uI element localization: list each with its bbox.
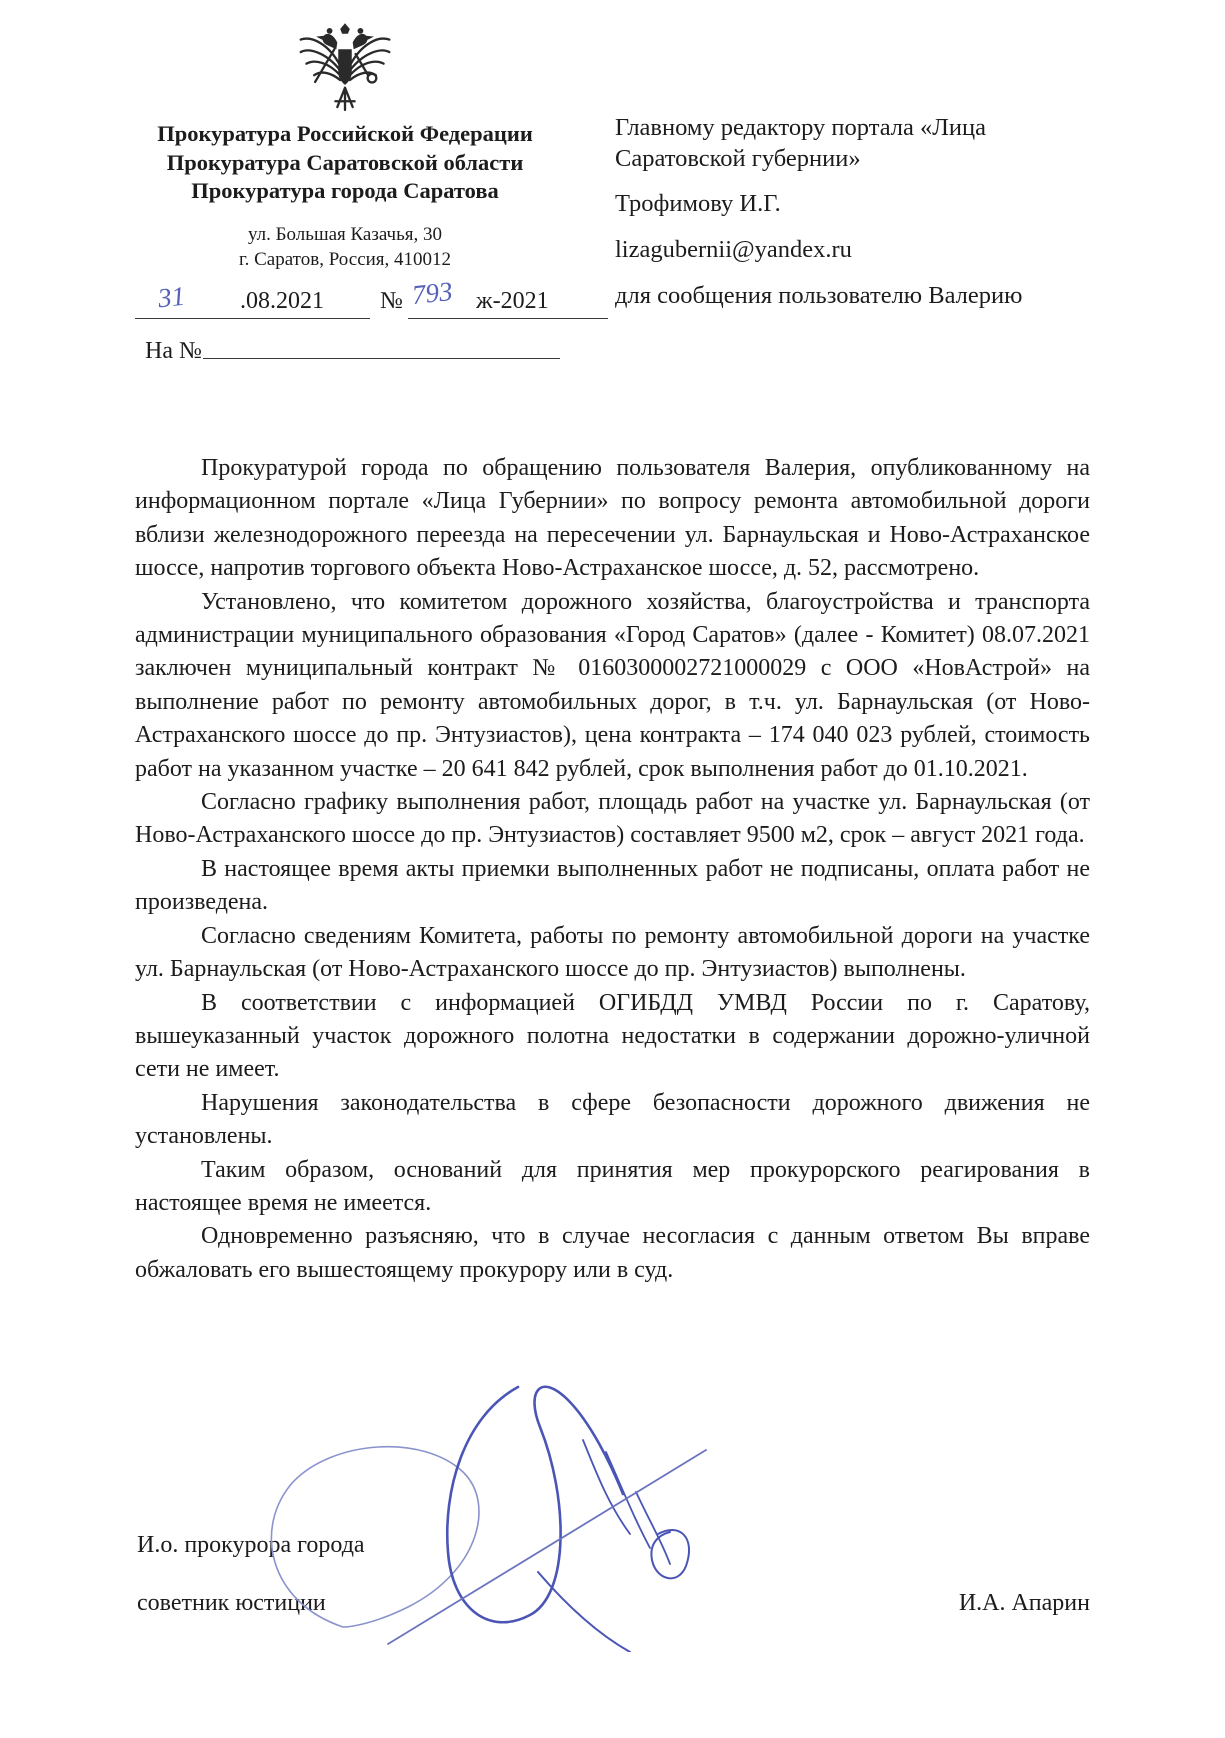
paragraph: Установлено, что комитетом дорожного хозяйства, благоустройства и транспорта администрации муниципального образования «Город Саратов» (далее - Комитет) 08.07.2021 заключен муниципальный контракт № 0160300002721000029 с ООО «НовАстрой» на выполнение работ по ремонту автомобильных дорог, в т.ч. ул. Барнаульская (от Ново-Астраханского шоссе до пр. Энтузиастов), цена контракта – 174 040 023 рублей, стоимость работ на указанном участке – 20 641 842 рублей, срок выполнения работ до 01.10.2021.: [135, 588, 1090, 782]
signature-icon: [238, 1322, 738, 1652]
recipient-name: Трофимову И.Г.: [615, 190, 781, 217]
signer-position-line-1: И.о. прокурора города: [137, 1532, 365, 1558]
signer-position-line-2: советник юстиции: [137, 1590, 326, 1616]
org-name-line-1: Прокуратура Российской Федерации: [157, 121, 533, 146]
signer-name: И.А. Апарин: [958, 1590, 1090, 1616]
date-printed: .08.2021: [240, 288, 324, 314]
org-name-line-3: Прокуратура города Саратова: [191, 178, 499, 203]
reference-number-label: На №: [145, 338, 202, 364]
paragraph: В настоящее время акты приемки выполненных работ не подписаны, оплата работ не произведена.: [135, 855, 1090, 916]
recipient-note: для сообщения пользователю Валерию: [615, 282, 1023, 309]
date-underline: [135, 318, 370, 319]
org-address: [110, 222, 580, 272]
number-underline: [408, 318, 608, 319]
handwritten-number: 793: [410, 275, 454, 311]
paragraph: Одновременно разъясняю, что в случае несогласия с данным ответом Вы вправе обжаловать его вышестоящему прокурору или в суд.: [135, 1223, 1090, 1283]
coat-of-arms-icon: [292, 22, 398, 114]
paragraph: Таким образом, оснований для принятия мер прокурорского реагирования в настоящее время не имеется.: [135, 1156, 1090, 1216]
reference-underline: [203, 358, 560, 359]
org-name-line-2: Прокуратура Саратовской области: [166, 149, 524, 175]
paragraph: Согласно сведениям Комитета, работы по ремонту автомобильной дороги на участке ул. Барнаульская (от Ново-Астраханского шоссе до пр. Энтузиастов) выполнены.: [135, 922, 1090, 983]
address-line-2: г. Саратов, Россия, 410012: [238, 248, 452, 270]
handwritten-day: 31: [156, 280, 187, 314]
letterhead: [110, 22, 580, 272]
paragraph: В соответствии с информацией ОГИБДД УМВД России по г. Саратову, вышеуказанный участок дорожного полотна недостатки в содержании дорожно-уличной сети не имеет.: [135, 989, 1090, 1083]
address-line-1: ул. Большая Казачья, 30: [248, 223, 442, 245]
recipient-email: lizagubernii@yandex.ru: [615, 236, 852, 263]
paragraph: Прокуратурой города по обращению пользователя Валерия, опубликованному на информационном портале «Лица Губернии» по вопросу ремонта автомобильной дороги вблизи железнодорожного переезда на пересечении ул. Барнаульская и Ново-Астраханское шоссе, напротив торгового объекта Ново-Астраханское шоссе, д. 52, рассмотрено.: [135, 455, 1090, 582]
letter-body: [135, 452, 1090, 1287]
number-sign-label: №: [380, 288, 403, 314]
paragraph: Согласно графику выполнения работ, площадь работ на участке ул. Барнаульская (от Ново-Астраханского шоссе до пр. Энтузиастов) составляет 9500 м2, срок – август 2021 года.: [135, 789, 1090, 849]
paragraph: Нарушения законодательства в сфере безопасности дорожного движения не установлены.: [135, 1089, 1090, 1150]
number-suffix: ж-2021: [476, 288, 549, 314]
recipient-title: Главному редактору портала «Лица Саратовской губернии»: [615, 114, 986, 172]
